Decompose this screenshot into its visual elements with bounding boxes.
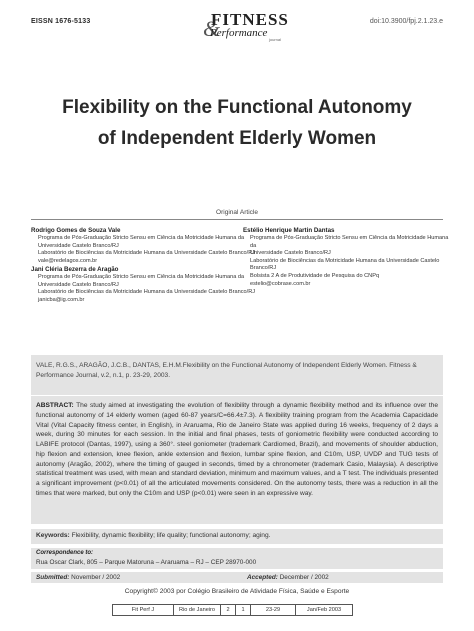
citation-line-2: Performance Journal, v.2, n.1, p. 23-29, 2003. — [36, 371, 171, 379]
article-title — [0, 92, 474, 154]
footer-date: Jan/Feb 2003 — [296, 605, 353, 616]
title-line-2: of Independent Elderly Women — [97, 128, 377, 149]
correspondence-box — [31, 548, 443, 569]
logo-ampersand: & — [203, 16, 221, 41]
author-affiliation: Laboratório de Biociências da Motricidade Humana da Universidade Castelo Branco/RJ — [38, 250, 256, 257]
divider — [31, 219, 443, 220]
logo-line3: journal — [269, 37, 282, 42]
footer-number: 1 — [236, 605, 251, 616]
logo-line1: FITNESS — [211, 10, 289, 29]
author-name: Estélio Henrique Martin Dantas — [243, 227, 335, 234]
citation-box — [31, 355, 443, 395]
abstract — [36, 401, 438, 499]
author-name: Jani Cléria Bezerra de Aragão — [31, 266, 119, 273]
author-affiliation: Universidade Castelo Branco/RJ — [250, 250, 331, 257]
abstract-label: ABSTRACT: — [36, 402, 74, 409]
doi-label: doi:10.3900/fpj.2.1.23.e — [369, 18, 443, 25]
dates-box — [31, 572, 443, 583]
author-name: Rodrigo Gomes de Souza Vale — [31, 227, 121, 234]
author-affiliation: Universidade Castelo Branco/RJ — [38, 242, 119, 249]
abstract-text: The study aimed at investigating the evolution of flexibility through a dynamic flexibility method and its influence over the functional autonomy of 14 elderly women (aged 60-87 years/C=66.4±7.3). A flexibility training program from the Academia Capacidade Vital (Vital Capacity fitness center, in English), in Araruama, Rio de Janeiro State was applied during 16 weeks, frequency of 2 days a week, during 30 minutes for each session. In the initial and final phases, tests of goniometric flexibility were conducted according to LABIFE protocol (Dantas, 1997), using a 360°. steel goniometer (trademark Cardiomed, Brazil), and movements of shoulder abduction, hip flexion and extension, knee flexion, ankle extension and flexion, lumbar spine flexion, and C10m, USP, UVDP and TUG tests of autonomy (Aragão, 2002), where the timing of gauged in seconds, timed by a chronometer (trademark Casio, Malaysia). A descriptive statistical treatment was used, with mean and standard deviation, minimum and maximum values, and a T test. The individuals presented a significant improvement (p<0.01) of all the articulated movements considered. On the autonomy tests, there was a reduction in all the times that were marked, but only the C10m and USP (p<0.01) were seen in an expressive way. — [36, 402, 438, 497]
logo-line2: Performance — [210, 27, 268, 39]
author-email[interactable]: janicba@ig.com.br — [38, 296, 85, 303]
submitted-value: November / 2002 — [71, 573, 121, 581]
copyright: Copyright© 2003 por Colégio Brasileiro de Atividade Física, Saúde e Esporte — [124, 588, 350, 595]
footer-table — [112, 604, 353, 616]
submitted-label: Submitted: — [36, 573, 70, 581]
author-affiliation: Programa de Pós-Graduação Stricto Sensu em Ciência da Motricidade Humana da — [250, 235, 449, 249]
accepted-label: Accepted: — [247, 573, 278, 581]
author-email[interactable]: vale@redelagos.com.br — [38, 257, 98, 264]
footer-volume: 2 — [221, 605, 236, 616]
keywords-text: Flexibility, dynamic flexibility; life quality; functional autonomy; aging. — [71, 532, 271, 539]
footer-journal: Fit Perf J — [113, 605, 174, 616]
correspondence-address: Rua Oscar Clark, 805 – Parque Matoruna – Araruama – RJ – CEP 28970-000 — [36, 559, 257, 566]
title-line-1: Flexibility on the Functional Autonomy — [62, 97, 412, 118]
author-3 — [243, 227, 453, 288]
author-affiliation: Laboratório de Biociências da Motricidade Humana da Universidade Castelo Branco/RJ — [38, 289, 256, 296]
footer-city: Rio de Janeiro — [174, 605, 221, 616]
submitted-date — [36, 574, 120, 581]
author-affiliation: Universidade Castelo Branco/RJ — [38, 281, 119, 288]
author-2 — [31, 266, 261, 304]
author-affiliation: Programa de Pós-Graduação Stricto Sensu em Ciência da Motricidade Humana da — [38, 235, 245, 242]
keywords-label: Keywords: — [36, 532, 70, 539]
author-email[interactable]: estelio@cobrase.com.br — [250, 280, 311, 287]
author-affiliation: Programa de Pós-Graduação Stricto Sensu em Ciência da Motricidade Humana da — [38, 274, 245, 281]
keywords-box — [31, 529, 443, 544]
issn-label: EISSN 1676-5133 — [31, 18, 91, 25]
author-affiliation: Laboratório de Biociências da Motricidade Humana da Universidade Castelo Branco/RJ — [250, 257, 440, 272]
citation-line-1: VALE, R.G.S., ARAGÃO, J.C.B., DANTAS, E.H.M.Flexibility on the Functional Autonomy of Independent Elderly Women. Fitness & — [36, 362, 417, 369]
keywords — [36, 532, 270, 539]
article-type: Original Article — [216, 209, 258, 216]
footer-pages: 23-29 — [251, 605, 296, 616]
correspondence-label: Correspondence to: — [36, 550, 94, 556]
accepted-date — [247, 574, 329, 581]
abstract-box — [31, 396, 443, 524]
accepted-value: December / 2002 — [279, 573, 329, 581]
author-1 — [31, 227, 261, 265]
author-affiliation: Bolsista 2 A de Produtividade de Pesquisa do CNPq — [250, 273, 380, 280]
journal-logo — [203, 10, 293, 44]
